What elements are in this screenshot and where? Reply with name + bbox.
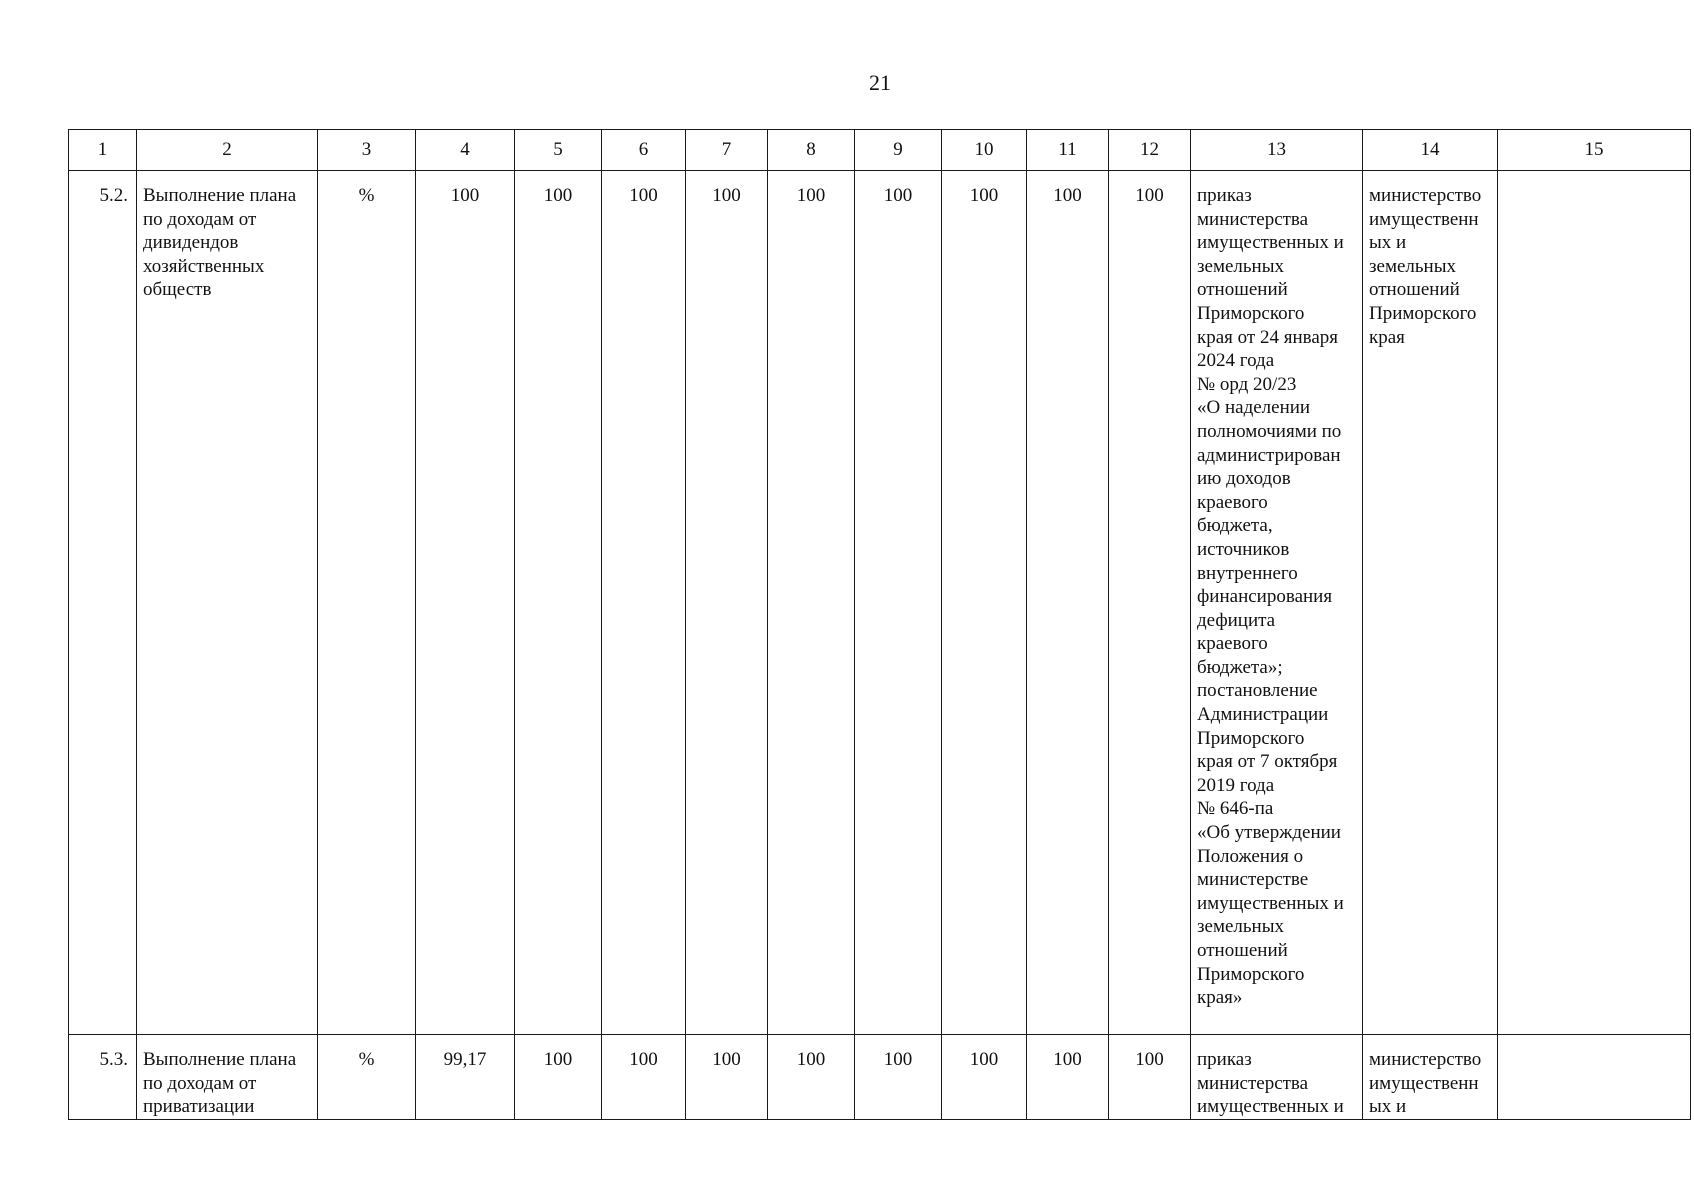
indicator-name-cell xyxy=(137,1035,318,1120)
responsible-cell xyxy=(1363,1035,1498,1120)
value: 100 xyxy=(450,185,480,206)
value-cell xyxy=(602,1035,686,1120)
unit-cell xyxy=(318,171,416,1035)
value-cell xyxy=(686,171,768,1035)
value: 100 xyxy=(796,185,826,206)
value: 100 xyxy=(543,1049,573,1070)
document-text: приказ министерства имущественных и xyxy=(1197,1049,1344,1118)
value: 100 xyxy=(969,1049,999,1070)
value-cell xyxy=(768,171,855,1035)
value: 100 xyxy=(712,1049,741,1070)
unit: % xyxy=(358,185,375,206)
column-header: 2 xyxy=(137,130,318,171)
value-cell xyxy=(942,171,1027,1035)
value-cell xyxy=(855,171,942,1035)
value: 100 xyxy=(883,185,913,206)
column-15-text xyxy=(1498,171,1690,184)
value-cell xyxy=(416,171,515,1035)
column-header: 12 xyxy=(1109,130,1191,171)
value: 100 xyxy=(883,1049,913,1070)
indicators-table xyxy=(68,129,1691,1120)
column-header: 7 xyxy=(686,130,768,171)
value: 100 xyxy=(1135,1049,1164,1070)
table-header-row xyxy=(69,130,1691,171)
value: 100 xyxy=(712,185,741,206)
column-header: 13 xyxy=(1191,130,1363,171)
row-number-cell xyxy=(69,171,137,1035)
value: 100 xyxy=(629,1049,658,1070)
value-cell xyxy=(942,1035,1027,1120)
responsible-cell xyxy=(1363,171,1498,1035)
column-15-cell xyxy=(1498,1035,1691,1120)
value-cell xyxy=(1027,1035,1109,1120)
column-header: 9 xyxy=(855,130,942,171)
column-header: 15 xyxy=(1498,130,1691,171)
document-cell xyxy=(1191,171,1363,1035)
value-cell xyxy=(1109,171,1191,1035)
value-cell xyxy=(686,1035,768,1120)
document-cell xyxy=(1191,1035,1363,1120)
value-cell xyxy=(768,1035,855,1120)
value-cell xyxy=(855,1035,942,1120)
column-header: 14 xyxy=(1363,130,1498,171)
column-15-cell xyxy=(1498,171,1691,1035)
row-number-cell xyxy=(69,1035,137,1120)
column-header: 1 xyxy=(69,130,137,171)
column-header: 4 xyxy=(416,130,515,171)
column-header: 6 xyxy=(602,130,686,171)
responsible-text: министерство имущественн ых и xyxy=(1369,1049,1482,1118)
value: 100 xyxy=(1053,1049,1082,1070)
value: 100 xyxy=(1135,185,1164,206)
column-header: 8 xyxy=(768,130,855,171)
value: 100 xyxy=(543,185,573,206)
row-number: 5.3. xyxy=(99,1049,128,1070)
value: 100 xyxy=(1053,185,1082,206)
page-number: 21 xyxy=(869,70,891,95)
value-cell xyxy=(515,171,602,1035)
column-15-text xyxy=(1498,1035,1690,1048)
value-cell xyxy=(515,1035,602,1120)
table-row xyxy=(69,171,1691,1035)
value: 100 xyxy=(796,1049,826,1070)
indicator-name-cell xyxy=(137,171,318,1035)
value-cell xyxy=(1109,1035,1191,1120)
document-text: приказ министерства имущественных и земельных отношений Приморского края от 24 января 2024 года № орд 20/23 «О наделении полномочиями по администрирован ию доходов краевого бюджета, источников внутреннего финансирования дефицита краевого бюджета»; постановление Администрации Приморского края от 7 октября 2019 года № 646-па «Об утверждении Положения о министерстве имущественных и земельных отношений Приморского края» xyxy=(1197,185,1344,1009)
indicator-name: Выполнение плана по доходам от дивидендов хозяйственных обществ xyxy=(143,185,297,301)
column-header: 10 xyxy=(942,130,1027,171)
row-number: 5.2. xyxy=(99,185,128,206)
unit-cell xyxy=(318,1035,416,1120)
indicator-name: Выполнение плана по доходам от приватизации xyxy=(143,1049,297,1118)
table-row xyxy=(69,1035,1691,1120)
value: 99,17 xyxy=(443,1049,487,1070)
responsible-text: министерство имущественн ых и земельных отношений Приморского края xyxy=(1369,185,1482,348)
value-cell xyxy=(1027,171,1109,1035)
value-cell xyxy=(416,1035,515,1120)
value: 100 xyxy=(969,185,999,206)
column-header: 11 xyxy=(1027,130,1109,171)
value: 100 xyxy=(629,185,658,206)
unit: % xyxy=(358,1049,375,1070)
column-header: 3 xyxy=(318,130,416,171)
column-header: 5 xyxy=(515,130,602,171)
value-cell xyxy=(602,171,686,1035)
